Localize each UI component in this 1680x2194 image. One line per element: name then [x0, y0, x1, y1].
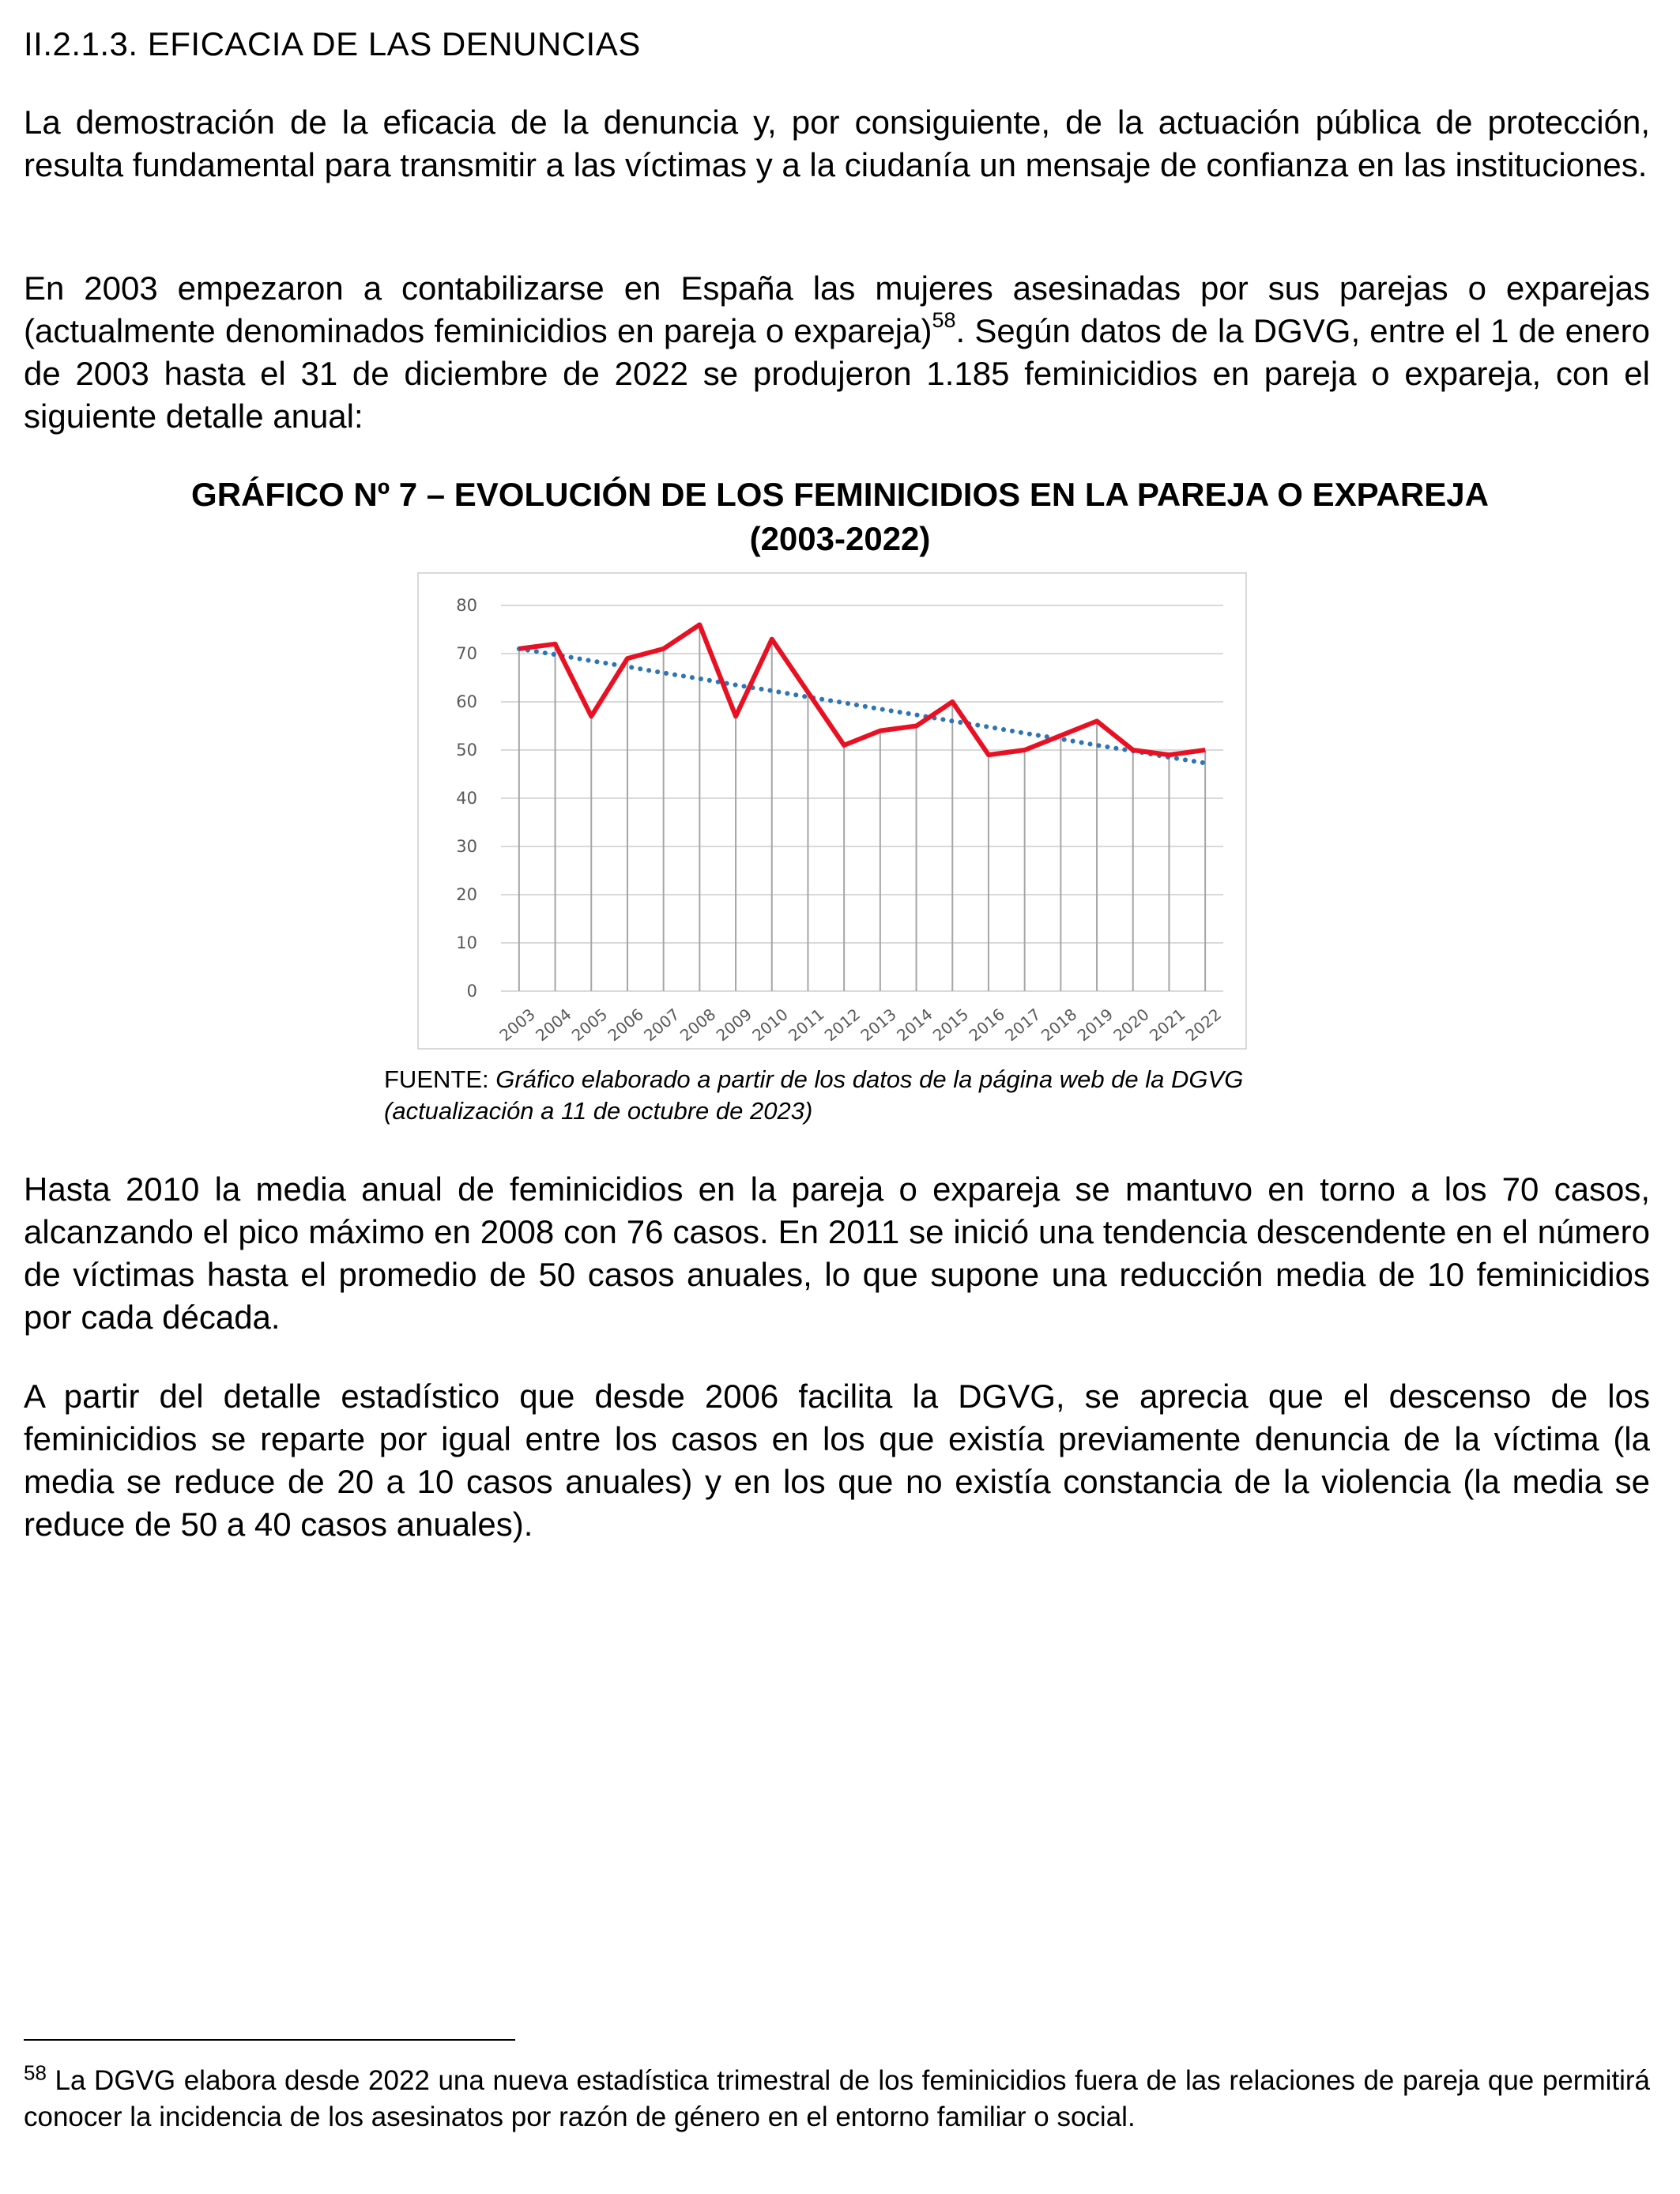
footnote-reference[interactable]: 58 [932, 308, 956, 332]
x-tick-label: 2016 [965, 1005, 1008, 1046]
paragraph-2 [24, 267, 1650, 438]
paragraph-2-text-a: En 2003 empezaron a contabilizarse en España las mujeres asesinadas por sus parejas o exparejas (actualmente denominados feminicidios en pareja o expareja) [24, 270, 1650, 349]
paragraph-1: La demostración de la eficacia de la denuncia y, por consiguiente, de la actuación pública de protección, resulta fundamental para transmitir a las víctimas y a la ciudanía un mensaje de confianza en las instituciones. [24, 104, 1650, 183]
figure-title-line-2: (2003-2022) [749, 520, 931, 557]
y-tick-label: 0 [466, 982, 477, 1001]
figure-title [0, 473, 1680, 561]
x-tick-label: 2019 [1073, 1005, 1117, 1046]
x-tick-label: 2005 [567, 1005, 612, 1046]
x-tick-label: 2022 [1181, 1005, 1226, 1046]
footnote [24, 2060, 1650, 2136]
y-tick-label: 30 [456, 837, 477, 856]
x-tick-label: 2009 [712, 1005, 756, 1046]
x-tick-labels [495, 1005, 1225, 1045]
y-tick-label: 20 [456, 885, 477, 904]
paragraph-2-text-b: . Según datos de la DGVG, entre el 1 de enero de 2003 hasta el 31 de diciembre de 2022 se produjeron 1.185 feminicidios en pareja o expareja, con el siguiente detalle anual: [24, 312, 1650, 435]
y-tick-label: 40 [456, 789, 477, 808]
x-tick-label: 2013 [857, 1005, 900, 1046]
chart-frame [417, 572, 1247, 1050]
x-tick-label: 2006 [604, 1005, 647, 1046]
x-tick-label: 2018 [1037, 1005, 1081, 1046]
source-label: FUENTE: [384, 1065, 489, 1093]
x-tick-label: 2021 [1146, 1005, 1189, 1046]
paragraph-4: A partir del detalle estadístico que desde 2006 facilita la DGVG, se aprecia que el descenso de los feminicidios se reparte por igual entre los casos en los que existía previamente denuncia de la víctima (la media se reduce de 20 a 10 casos anuales) y en los que no existía constancia de la violencia (la media se reduce de 50 a 40 casos anuales). [24, 1378, 1650, 1543]
x-tick-label: 2010 [748, 1005, 792, 1046]
y-tick-label: 80 [456, 596, 477, 615]
footnote-number: 58 [24, 2060, 47, 2085]
footnote-text: La DGVG elabora desde 2022 una nueva estadística trimestral de los feminicidios fuera de las relaciones de pareja que permitirá conocer la incidencia de los asesinatos por razón de género en el entorno familiar o social. [24, 2065, 1650, 2132]
footnote-separator [24, 2039, 515, 2041]
x-tick-label: 2015 [929, 1005, 973, 1046]
y-tick-label: 50 [456, 741, 477, 760]
x-tick-label: 2017 [1001, 1005, 1045, 1046]
y-tick-label: 60 [456, 692, 477, 711]
x-tick-label: 2008 [676, 1005, 720, 1046]
series-line-feminicidios [519, 624, 1205, 755]
x-tick-label: 2011 [785, 1005, 828, 1046]
figure-title-line-1: GRÁFICO Nº 7 – EVOLUCIÓN DE LOS FEMINICIDIOS EN LA PAREJA O EXPAREJA [191, 476, 1489, 513]
y-tick-label: 10 [456, 933, 477, 952]
y-tick-labels [456, 596, 477, 1001]
x-tick-label: 2004 [532, 1005, 575, 1046]
figure-source [384, 1064, 1332, 1127]
x-tick-label: 2003 [495, 1005, 539, 1046]
line-chart [419, 574, 1245, 1048]
source-text-line-1: Gráfico elaborado a partir de los datos de la página web de la DGVG [495, 1065, 1244, 1093]
series-lines [519, 624, 1206, 763]
drop-lines [519, 624, 1205, 991]
x-tick-label: 2012 [820, 1005, 864, 1046]
x-tick-label: 2020 [1109, 1005, 1153, 1046]
paragraph-3: Hasta 2010 la media anual de feminicidios en la pareja o expareja se mantuvo en torno a los 70 casos, alcanzando el pico máximo en 2008 con 76 casos. En 2011 se inició una tendencia descendente en el número de víctimas hasta el promedio de 50 casos anuales, lo que supone una reducción media de 10 feminicidios por cada década. [24, 1171, 1650, 1336]
section-heading: II.2.1.3. EFICACIA DE LAS DENUNCIAS [24, 25, 641, 62]
y-tick-label: 70 [456, 644, 477, 663]
x-tick-label: 2014 [893, 1005, 936, 1046]
gridlines [501, 605, 1223, 991]
x-tick-label: 2007 [640, 1005, 684, 1046]
source-text-line-2: (actualización a 11 de octubre de 2023) [384, 1097, 813, 1125]
